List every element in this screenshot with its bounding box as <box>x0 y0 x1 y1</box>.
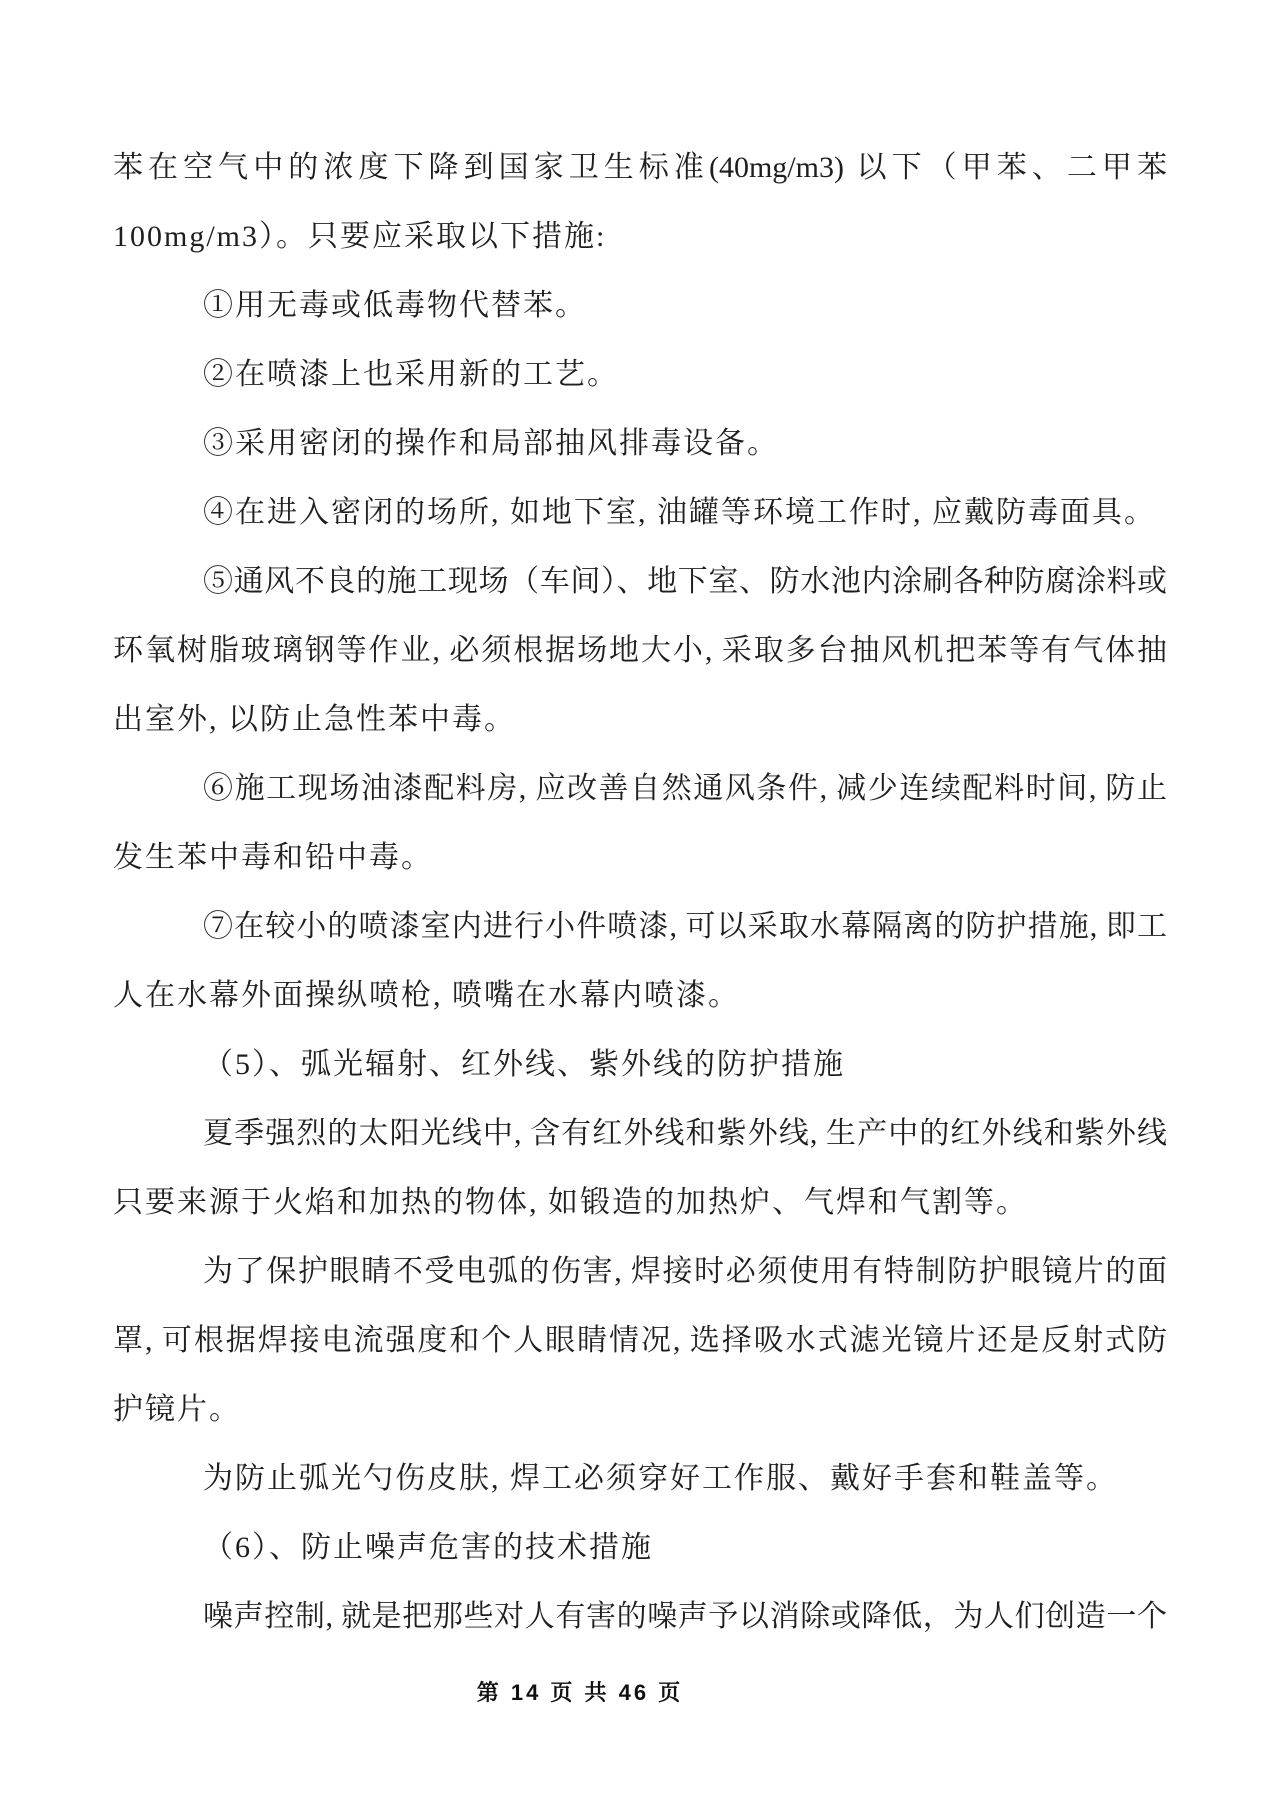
text-line: 只要来源于火焰和加热的物体, 如锻造的加热炉、气焊和气割等。 <box>113 1186 1028 1219</box>
text-line: ⑥施工现场油漆配料房, 应改善自然通风条件, 减少连续配料时间, 防止 <box>203 772 1167 805</box>
text-line: 护镜片。 <box>113 1393 241 1426</box>
document-body <box>113 133 1167 1651</box>
text-line: ⑤通风不良的施工现场（车间）、地下室、防水池内涂刷各种防腐涂料或 <box>203 565 1167 598</box>
text-line: （6）、防止噪声危害的技术措施 <box>203 1531 653 1564</box>
text-line: （5）、弧光辐射、红外线、紫外线的防护措施 <box>203 1048 845 1081</box>
text-line: 夏季强烈的太阳光线中, 含有红外线和紫外线, 生产中的红外线和紫外线 <box>203 1117 1167 1150</box>
page-footer <box>0 1676 1160 1707</box>
text-line: 罩, 可根据焊接电流强度和个人眼睛情况, 选择吸水式滤光镜片还是反射式防 <box>113 1324 1167 1357</box>
text-line: 100mg/m3）。只要应采取以下措施: <box>113 220 607 253</box>
text-line: 人在水幕外面操纵喷枪, 喷嘴在水幕内喷漆。 <box>113 979 740 1012</box>
text-line: 环氧树脂玻璃钢等作业, 必须根据场地大小, 采取多台抽风机把苯等有气体抽 <box>113 634 1167 667</box>
text-line: 发生苯中毒和铅中毒。 <box>113 841 433 874</box>
text-line: 出室外, 以防止急性苯中毒。 <box>113 703 516 736</box>
text-line: ⑦在较小的喷漆室内进行小件喷漆, 可以采取水幕隔离的防护措施, 即工 <box>203 910 1167 943</box>
text-line: 苯在空气中的浓度下降到国家卫生标准(40mg/m3) 以下（甲苯、二甲苯 <box>113 151 1167 184</box>
text-line: ③采用密闭的操作和局部抽风排毒设备。 <box>203 427 779 460</box>
text-line: 为防止弧光勺伤皮肤, 焊工必须穿好工作服、戴好手套和鞋盖等。 <box>203 1462 1118 1495</box>
text-line: ①用无毒或低毒物代替苯。 <box>203 289 587 322</box>
text-line: 噪声控制, 就是把那些对人有害的噪声予以消除或降低，为人们创造一个 <box>203 1600 1167 1633</box>
page-number-text: 第 14 页 共 46 页 <box>476 1680 684 1705</box>
text-line: 为了保护眼睛不受电弧的伤害, 焊接时必须使用有特制防护眼镜片的面 <box>203 1255 1167 1288</box>
text-line: ④在进入密闭的场所, 如地下室, 油罐等环境工作时, 应戴防毒面具。 <box>203 496 1156 529</box>
text-line: ②在喷漆上也采用新的工艺。 <box>203 358 619 391</box>
